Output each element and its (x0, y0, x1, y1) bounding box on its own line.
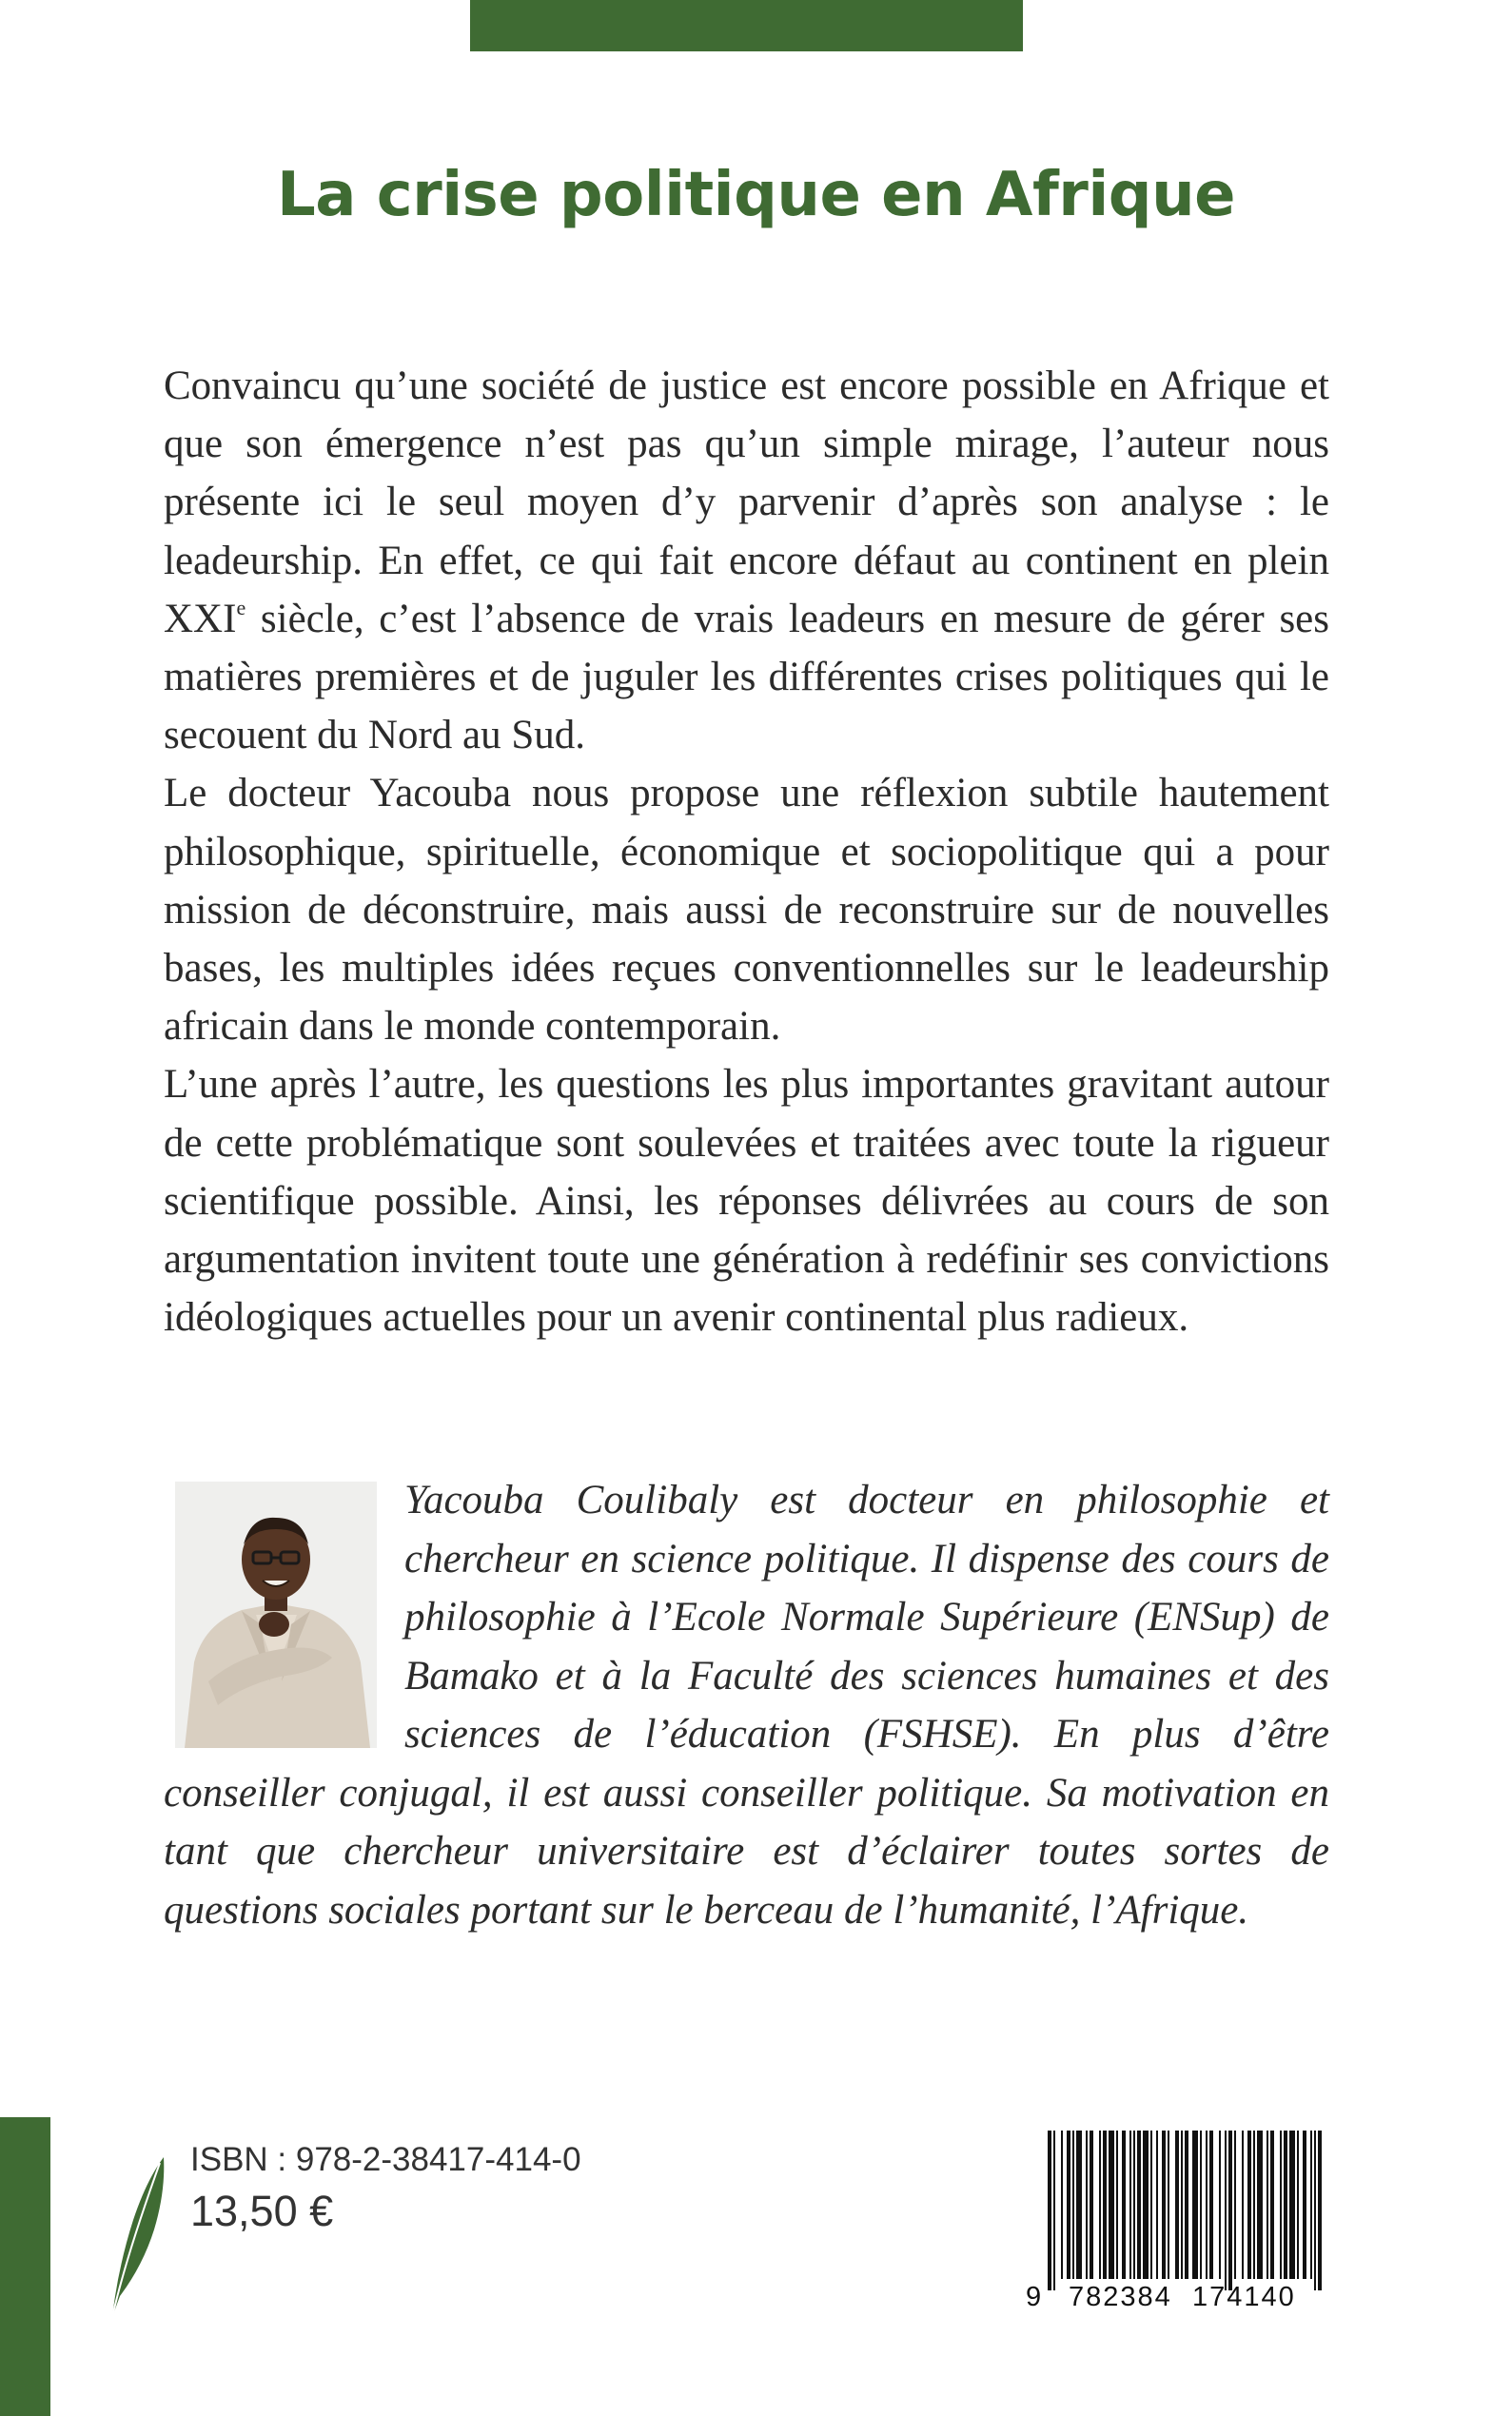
barcode-bar (1253, 2131, 1255, 2279)
photo-spacer (164, 1471, 404, 1761)
bottom-left-accent-bar (0, 2117, 50, 2416)
barcode-bar (1257, 2131, 1263, 2279)
blurb-paragraph-2: Le docteur Yacouba nous propose une réflexion subtile hautement philosophique, spirituelle, économique et sociopolitique qui a pour mission de déconstruire, mais aussi de reconstruire sur de nouvelles bases, les multiples idées reçues conventionnelles sur le leadeurship africain dans le monde contemporain. (164, 771, 1329, 1050)
feather-icon (105, 2153, 167, 2319)
barcode-bar (1086, 2131, 1088, 2279)
barcode-bar (1122, 2131, 1126, 2279)
top-accent-bar (470, 0, 1023, 51)
barcode-bar (1053, 2131, 1055, 2290)
barcode-left-group: 782384 (1069, 2282, 1172, 2312)
barcode-bar (1289, 2131, 1295, 2279)
barcode-bar (1162, 2131, 1166, 2279)
back-cover-blurb (164, 357, 1329, 1346)
barcode-bar (1314, 2131, 1316, 2290)
barcode-bar (1242, 2131, 1244, 2279)
barcode-bar (1297, 2131, 1299, 2279)
barcode-bar (1168, 2131, 1169, 2279)
barcode-bar (1109, 2131, 1114, 2279)
barcode-bar (1150, 2131, 1152, 2279)
barcode-bar (1280, 2131, 1282, 2279)
barcode-bar (1061, 2131, 1063, 2279)
barcode-bar (1156, 2131, 1158, 2279)
barcode-bar (1067, 2131, 1070, 2279)
book-title: La crise politique en Afrique (276, 160, 1236, 230)
barcode-bar (1143, 2131, 1149, 2279)
barcode-bar (1076, 2131, 1082, 2279)
barcode-bar (1129, 2131, 1131, 2279)
barcode-bar (1048, 2131, 1051, 2290)
barcode-bar (1219, 2131, 1221, 2279)
barcode-bar (1133, 2131, 1135, 2279)
barcode-bar (1116, 2131, 1118, 2279)
barcode-bar (1192, 2131, 1198, 2279)
barcode-bar (1209, 2131, 1213, 2279)
barcode-bar (1185, 2131, 1188, 2279)
blurb-paragraph-1: Convaincu qu’une société de justice est encore possible en Afrique et que son émergence n’est pas qu’un simple mirage, l’auteur nous présente ici le seul moyen d’y parvenir d’après son analyse : le leadeurship. En effet, ce qui fait encore défaut au continent en plein XXIe siècle, c’est l’absence de vrais leadeurs en mesure de gérer ses matières premières et de juguler les différentes crises politiques qui le secouent du Nord au Sud. (164, 363, 1329, 758)
barcode-right-group: 174140 (1192, 2282, 1296, 2312)
barcode-bar (1090, 2131, 1093, 2279)
barcode-bar (1228, 2131, 1232, 2290)
barcode-bar (1099, 2131, 1101, 2279)
barcode-bar (1225, 2131, 1227, 2290)
barcode-bar (1267, 2131, 1268, 2279)
author-bio (164, 1471, 1329, 1939)
barcode-bar (1284, 2131, 1287, 2279)
isbn-label: ISBN : 978-2-38417-414-0 (190, 2141, 581, 2178)
barcode-bar (1234, 2131, 1236, 2279)
barcode-bar (1318, 2131, 1322, 2290)
barcode-bar (1303, 2131, 1306, 2279)
barcode-bar (1206, 2131, 1208, 2279)
blurb-paragraph-3: L’une après l’autre, les questions les plus importantes gravitant autour de cette problématique sont soulevées et traitées avec toute la rigueur scientifique possible. Ainsi, les réponses délivrées au cours de son argumentation invitent toute une génération à redéfinir ses convictions idéologiques actuelles pour un avenir continental plus radieux. (164, 1062, 1329, 1341)
barcode-bar (1137, 2131, 1141, 2279)
author-bio-text: Yacouba Coulibaly est docteur en philosophie et chercheur en science politique. Il dispense des cours de philosophie à l’Ecole Normale Supérieure (ENSup) de Bamako et à la Faculté des sciences humaines et des sciences de l’éducation (FSHSE). En plus d’être conseiller conjugal, il est aussi conseiller politique. Sa motivation en tant que chercheur universitaire est d’éclairer toutes sortes de questions sociales portant sur le berceau de l’humanité, l’Afrique. (164, 1478, 1329, 1933)
barcode-bar (1181, 2131, 1183, 2279)
barcode-bar (1200, 2131, 1202, 2279)
barcode-bar (1270, 2131, 1274, 2279)
barcode-bar (1310, 2131, 1312, 2279)
barcode-first-digit: 9 (1026, 2282, 1044, 2312)
barcode-bar (1175, 2131, 1179, 2279)
price-label: 13,50 € (190, 2187, 334, 2235)
barcode-bar (1072, 2131, 1074, 2279)
barcode-bar (1247, 2131, 1251, 2279)
barcode-bar (1103, 2131, 1107, 2279)
